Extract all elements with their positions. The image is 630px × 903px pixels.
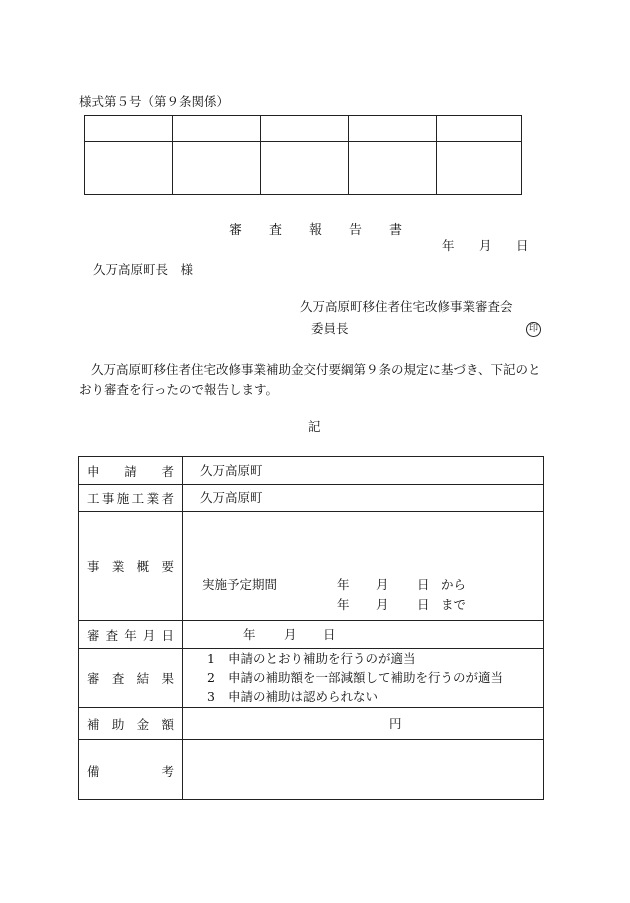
review-date-value: 年 月 日 [243, 627, 336, 642]
addressee: 久万高原町長 様 [93, 262, 194, 277]
option-number: 2 [207, 670, 215, 685]
subsidy-amount-value: 円 [389, 716, 402, 731]
row-label: 審 査 年 月 日 [79, 621, 183, 648]
seal-mark: 印 [526, 322, 541, 337]
project-value: 実施予定期間 年 月 日 から 年 月 日 まで [202, 577, 467, 612]
grid-divider [172, 116, 173, 194]
grid-divider [85, 141, 521, 142]
report-body: 久万高原町移住者住宅改修事業補助金交付要綱第９条の規定に基づき、下記のとおり審査を行ったので報告します。 [79, 362, 541, 397]
row-label: 工 事 施 工 業 者 [79, 485, 183, 511]
option-text: 申請の補助額を一部減額して補助を行うのが適当 [228, 670, 504, 685]
row-label: 事 業 概 要 [79, 512, 183, 620]
applicant-value: 久万高原町 [200, 463, 263, 478]
contractor-value: 久万高原町 [200, 490, 263, 505]
report-date: 年 月 日 [442, 238, 529, 253]
grid-divider [260, 116, 261, 194]
document-title: 審 査 報 告 書 [229, 223, 403, 238]
row-review-date [79, 621, 543, 649]
remarks-value [183, 740, 543, 799]
row-review-result [79, 649, 543, 708]
row-label: 申 請 者 [79, 457, 183, 484]
row-subsidy-amount [79, 708, 543, 740]
row-label: 審 査 結 果 [79, 649, 183, 707]
option-text: 申請のとおり補助を行うのが適当 [228, 651, 416, 666]
review-result-options [183, 649, 543, 707]
option-number: 1 [207, 651, 215, 666]
option-text: 申請の補助は認められない [228, 689, 379, 704]
ki-heading: 記 [308, 419, 321, 434]
approval-stamp-grid [84, 115, 522, 195]
form-number: 様式第５号（第９条関係） [79, 94, 230, 109]
row-label: 補 助 金 額 [79, 708, 183, 739]
details-table [78, 456, 544, 800]
option-number: 3 [207, 689, 215, 704]
row-remarks [79, 740, 543, 799]
committee-name: 久万高原町移住者住宅改修事業審査会 [300, 299, 513, 314]
row-contractor [79, 485, 543, 512]
chairman-label: 委員長 [311, 321, 349, 336]
row-applicant [79, 457, 543, 485]
row-label: 備 考 [79, 740, 183, 799]
row-project-summary [79, 512, 543, 621]
grid-divider [436, 116, 437, 194]
grid-divider [348, 116, 349, 194]
